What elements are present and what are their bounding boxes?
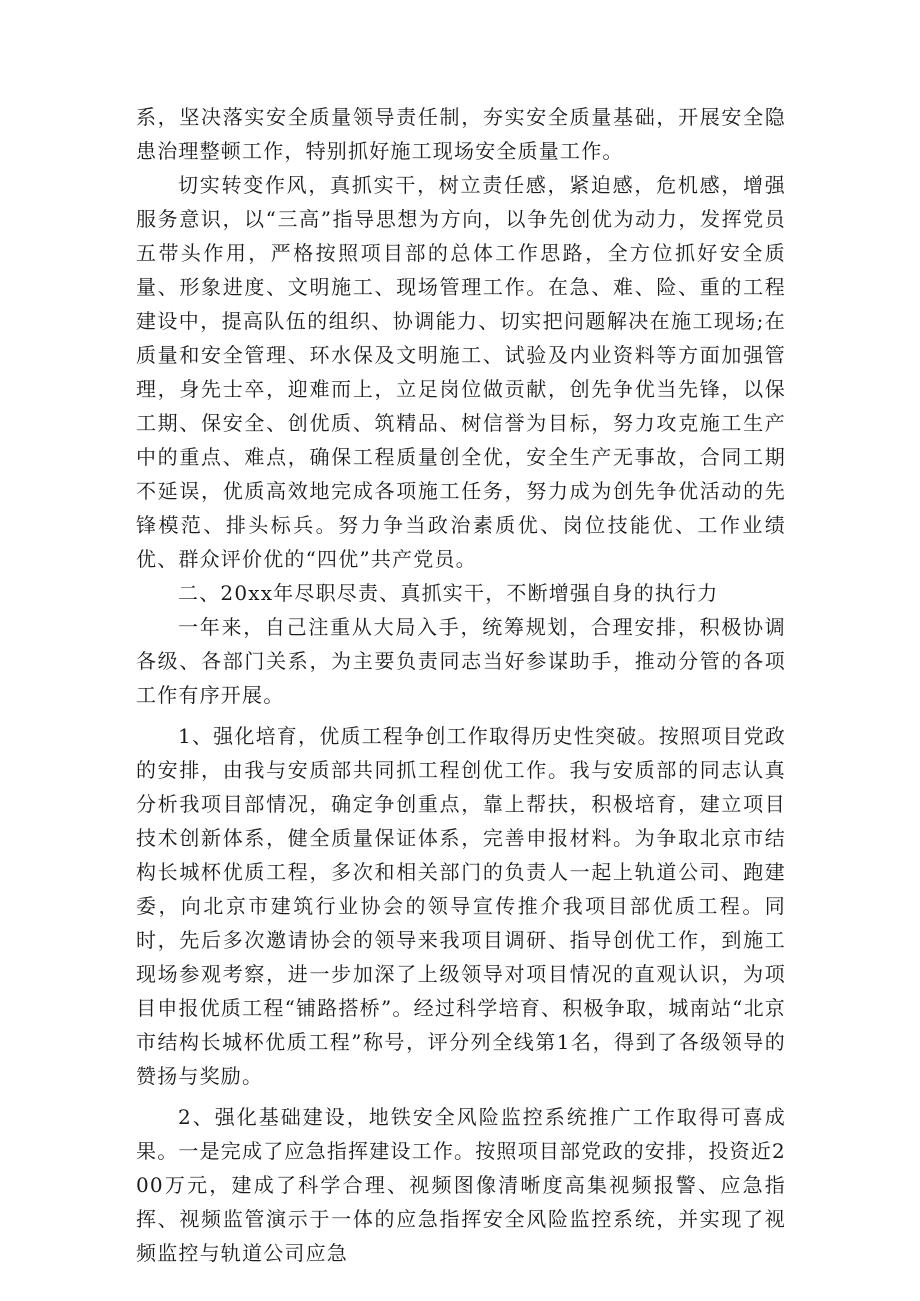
- paragraph-continuation: 系，坚决落实安全质量领导责任制，夯实安全质量基础，开展安全隐患治理整顿工作，特别抓好施工现场安全质量工作。: [136, 105, 786, 163]
- paragraph-work-style: 切实转变作风，真抓实干，树立责任感，紧迫感，危机感，增强服务意识，以“三高”指导思想为方向，以争先创优为动力，发挥党员五带头作用，严格按照项目部的总体工作思路，全方位抓好安全质量、形象进度、文明施工、现场管理工作。在急、难、险、重的工程建设中，提高队伍的组织、协调能力、切实把问题解决在施工现场;在质量和安全管理、环水保及文明施工、试验及内业资料等方面加强管理，身先士卒，迎难而上，立足岗位做贡献，创先争优当先锋，以保工期、保安全、创优质、筑精品、树信誉为目标，努力攻克施工生产中的重点、难点，确保工程质量创全优，安全生产无事故，合同工期不延误，优质高效地完成各项施工任务，努力成为创先争优活动的先锋模范、排头标兵。努力争当政治素质优、岗位技能优、工作业绩优、群众评价优的“四优”共产党员。: [136, 173, 786, 571]
- section-heading-2: 二、20xx年尽职尽责、真抓实干，不断增强自身的执行力: [178, 581, 719, 605]
- paragraph-item-1: 1、强化培育，优质工程争创工作取得历史性突破。按照项目党政的安排，由我与安质部共同抓工程创优工作。我与安质部的同志认真分析我项目部情况，确定争创重点，靠上帮扶，积极培育，建立项目技术创新体系，健全质量保证体系，完善申报材料。为争取北京市结构长城杯优质工程，多次和相关部门的负责人一起上轨道公司、跑建委，向北京市建筑行业协会的领导宣传推介我项目部优质工程。同时，先后多次邀请协会的领导来我项目调研、指导创优工作，到施工现场参观考察，进一步加深了上级领导对项目情况的直观认识，为项目申报优质工程“铺路搭桥”。经过科学培育、积极争取，城南站“北京市结构长城杯优质工程”称号，评分列全线第1名，得到了各级领导的赞扬与奖励。: [136, 724, 786, 1088]
- paragraph-year-overview: 一年来，自己注重从大局入手，统筹规划，合理安排，积极协调各级、各部门关系，为主要负责同志当好参谋助手，推动分管的各项工作有序开展。: [136, 615, 786, 707]
- paragraph-item-2: 2、强化基础建设，地铁安全风险监控系统推广工作取得可喜成果。一是完成了应急指挥建设工作。按照项目部党政的安排，投资近200万元，建成了科学合理、视频图像清晰度高集视频报警、应急指挥、视频监管演示于一体的应急指挥安全风险监控系统，并实现了视频监控与轨道公司应急: [136, 1105, 786, 1265]
- document-page: [136, 100, 786, 1270]
